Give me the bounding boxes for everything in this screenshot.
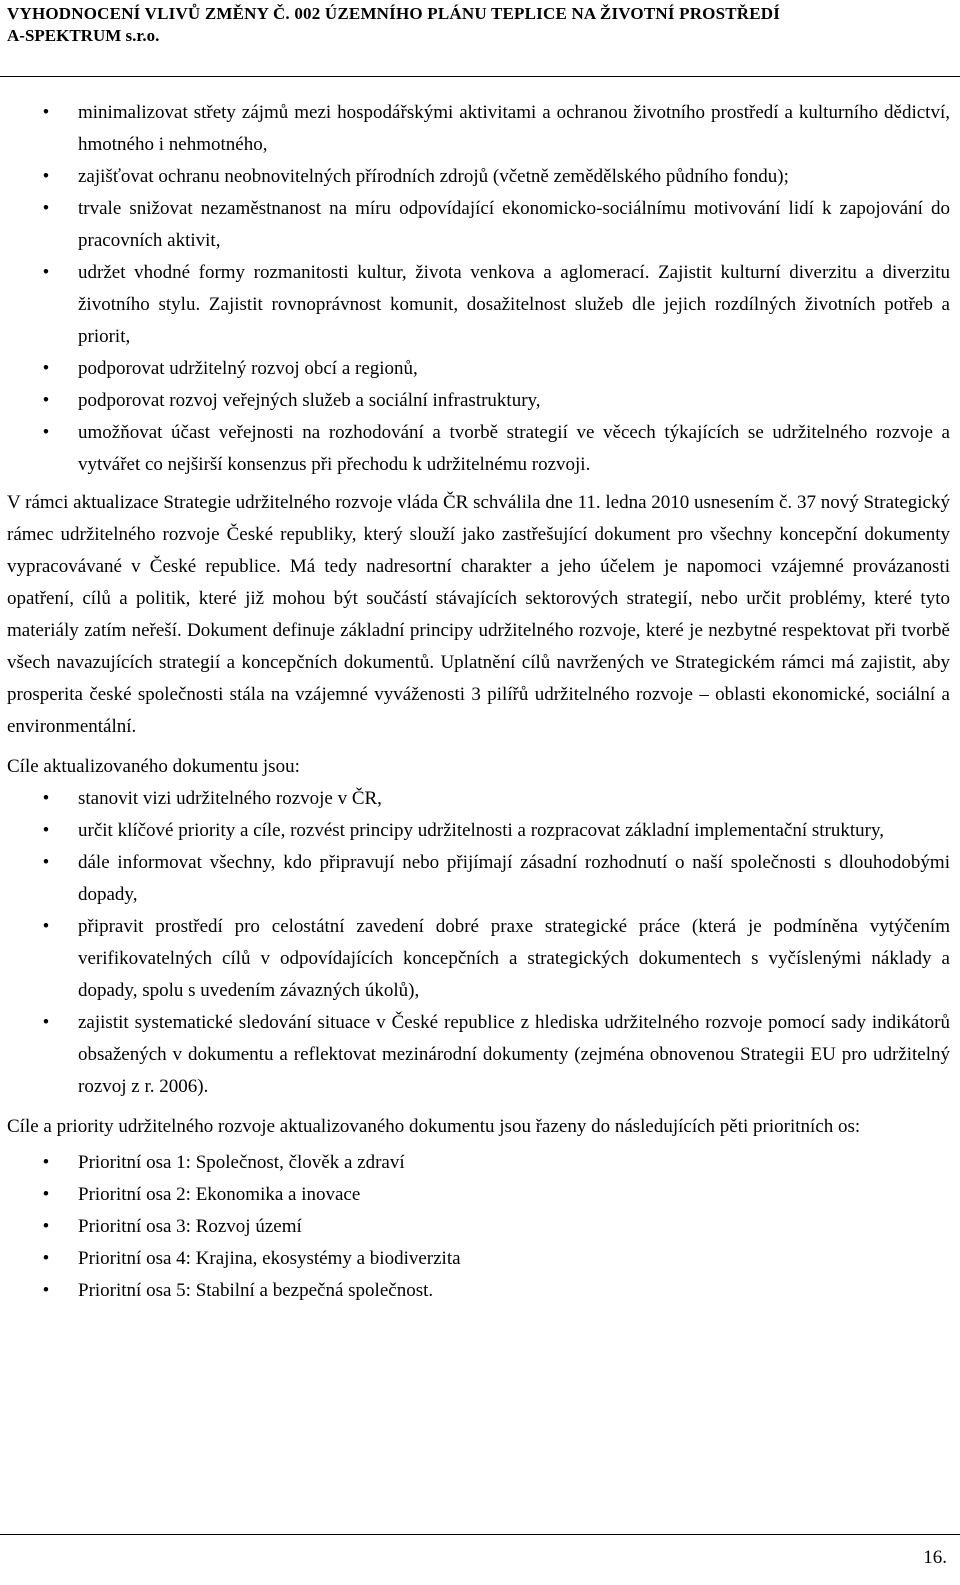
- bullet-icon: •: [42, 102, 50, 123]
- list-item-text: podporovat udržitelný rozvoj obcí a regionů,: [78, 358, 418, 379]
- document-body: [7, 97, 950, 1307]
- bullet-icon: •: [42, 198, 50, 219]
- list-item-text: stanovit vizi udržitelného rozvoje v ČR,: [78, 788, 382, 809]
- list-item-text: Prioritní osa 3: Rozvoj území: [78, 1216, 302, 1237]
- footer-divider: [0, 1534, 960, 1535]
- list-item: [7, 1243, 950, 1275]
- list-item: [7, 193, 950, 257]
- list-item: [7, 353, 950, 385]
- page-header: [7, 3, 953, 47]
- bullet-icon: •: [42, 820, 50, 841]
- list-item-text: určit klíčové priority a cíle, rozvést principy udržitelnosti a rozpracovat základní implementační struktury,: [78, 820, 884, 841]
- page-number: 16.: [923, 1547, 947, 1568]
- list-item: [7, 97, 950, 161]
- list-item-text: podporovat rozvoj veřejných služeb a sociální infrastruktury,: [78, 390, 541, 411]
- bullet-icon: •: [42, 1280, 50, 1301]
- bullet-icon: •: [42, 358, 50, 379]
- list-item: [7, 815, 950, 847]
- list-item-text: dále informovat všechny, kdo připravují nebo přijímají zásadní rozhodnutí o naší společnosti s dlouhodobými dopady,: [78, 852, 950, 905]
- bullet-icon: •: [42, 1184, 50, 1205]
- bullet-icon: •: [42, 422, 50, 443]
- list-item-text: umožňovat účast veřejnosti na rozhodování a tvorbě strategií ve věcech týkajících se udržitelného rozvoje a vytvářet co nejširší konsenzus při přechodu k udržitelnému rozvoji.: [78, 422, 950, 475]
- list-item: [7, 385, 950, 417]
- list-item-text: Prioritní osa 5: Stabilní a bezpečná společnost.: [78, 1280, 434, 1301]
- strategy-paragraph: V rámci aktualizace Strategie udržitelného rozvoje vláda ČR schválila dne 11. ledna 2010 usnesením č. 37 nový Strategický rámec udržitelného rozvoje České republiky, který slouží jako zastřešující dokument pro všechny koncepční dokumenty vypracovávané v České republice. Má tedy nadresortní charakter a jeho účelem je napomoci vzájemné provázanosti opatření, cílů a politik, které již mohou být součástí stávajících sektorových strategií, nebo určit problémy, které tyto materiály zatím neřeší. Dokument definuje základní principy udržitelného rozvoje, které je nezbytné respektovat při tvorbě všech navazujících strategií a koncepčních dokumentů. Uplatnění cílů navržených ve Strategickém rámci má zajistit, aby prosperita české společnosti stála na vzájemné vyváženosti 3 pilířů udržitelného rozvoje – oblasti ekonomické, sociální a environmentální.: [7, 492, 950, 737]
- list-item: [7, 161, 950, 193]
- bullet-icon: •: [42, 852, 50, 873]
- list-item-text: Prioritní osa 4: Krajina, ekosystémy a biodiverzita: [78, 1248, 461, 1269]
- company-name: A-SPEKTRUM s.r.o.: [7, 26, 160, 45]
- header-divider: [0, 76, 960, 77]
- list-item: [7, 1007, 950, 1103]
- bullet-icon: •: [42, 1216, 50, 1237]
- list-item: [7, 257, 950, 353]
- goals-list: [7, 783, 950, 1103]
- bullet-icon: •: [42, 262, 50, 283]
- document-title: VYHODNOCENÍ VLIVŮ ZMĚNY Č. 002 ÚZEMNÍHO PLÁNU TEPLICE NA ŽIVOTNÍ PROSTŘEDÍ: [7, 4, 781, 23]
- list-item: [7, 911, 950, 1007]
- list-item: [7, 417, 950, 481]
- list-item-text: zajistit systematické sledování situace v České republice z hlediska udržitelného rozvoje pomocí sady indikátorů obsažených v dokumentu a reflektovat mezinárodní dokumenty (zejména obnovenou Strategii EU pro udržitelný rozvoj z r. 2006).: [78, 1012, 950, 1097]
- list-item-text: udržet vhodné formy rozmanitosti kultur, života venkova a aglomerací. Zajistit kulturní diverzitu a diverzitu životního stylu. Zajistit rovnoprávnost komunit, dosažitelnost služeb dle jejich rozdílných životních potřeb a priorit,: [78, 262, 950, 347]
- list-item-text: Prioritní osa 1: Společnost, člověk a zdraví: [78, 1152, 405, 1173]
- list-item: [7, 847, 950, 911]
- list-item: [7, 1179, 950, 1211]
- goals-intro: Cíle aktualizovaného dokumentu jsou:: [7, 756, 300, 777]
- bullet-icon: •: [42, 390, 50, 411]
- bullet-icon: •: [42, 1152, 50, 1173]
- bullet-icon: •: [42, 1012, 50, 1033]
- bullet-icon: •: [42, 788, 50, 809]
- list-item-text: připravit prostředí pro celostátní zavedení dobré praxe strategické práce (která je podmíněna vytýčením verifikovatelných cílů v odpovídajících koncepčních a strategických dokumentech s vyčíslenými náklady a dopady, spolu s uvedením závazných úkolů),: [78, 916, 950, 1001]
- bullet-icon: •: [42, 1248, 50, 1269]
- objectives-list: [7, 97, 950, 481]
- list-item: [7, 1211, 950, 1243]
- list-item: [7, 783, 950, 815]
- list-item-text: Prioritní osa 2: Ekonomika a inovace: [78, 1184, 361, 1205]
- priority-axes-list: [7, 1147, 950, 1307]
- bullet-icon: •: [42, 166, 50, 187]
- list-item: [7, 1147, 950, 1179]
- axes-intro: Cíle a priority udržitelného rozvoje aktualizovaného dokumentu jsou řazeny do následujících pěti prioritních os:: [7, 1116, 861, 1137]
- list-item-text: minimalizovat střety zájmů mezi hospodářskými aktivitami a ochranou životního prostředí a kulturního dědictví, hmotného i nehmotného,: [78, 102, 950, 155]
- list-item-text: trvale snižovat nezaměstnanost na míru odpovídající ekonomicko-sociálnímu motivování lidí k zapojování do pracovních aktivit,: [78, 198, 950, 251]
- bullet-icon: •: [42, 916, 50, 937]
- list-item: [7, 1275, 950, 1307]
- list-item-text: zajišťovat ochranu neobnovitelných přírodních zdrojů (včetně zemědělského půdního fondu);: [78, 166, 789, 187]
